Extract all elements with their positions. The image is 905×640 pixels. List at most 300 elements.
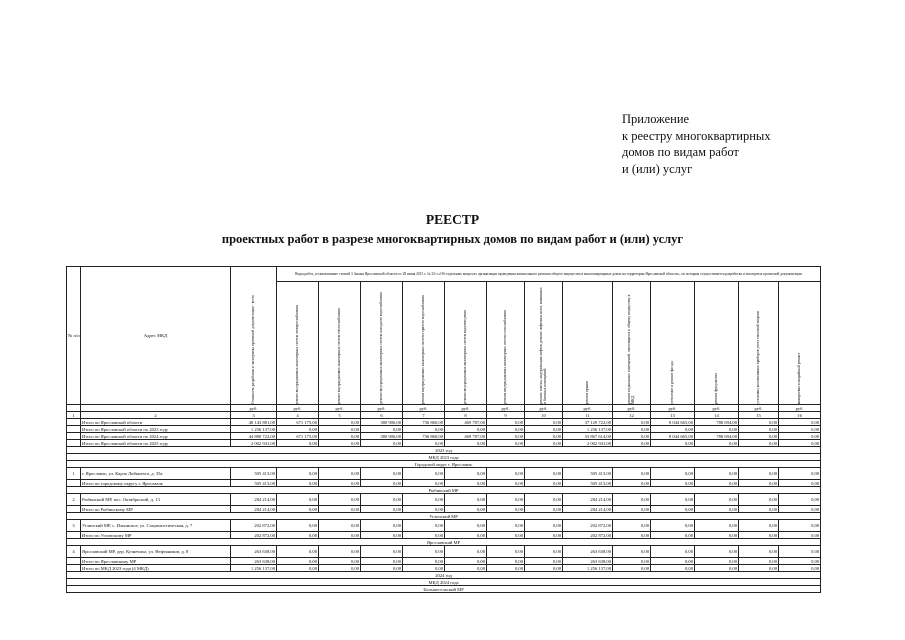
row-number — [67, 419, 81, 426]
row-value: 0,00 — [277, 532, 319, 539]
column-number-cell: 4 — [277, 412, 319, 419]
section-title: МКД 2024 года — [67, 579, 821, 586]
row-value: 0,00 — [319, 565, 361, 572]
row-value: 202 872,00 — [563, 520, 613, 532]
row-value: 0,00 — [403, 532, 445, 539]
table-row — [67, 520, 821, 532]
row-value: 0,00 — [525, 480, 563, 487]
header-work-type-label: ремонт внутридомовых инженерных систем горячего водоснабжения — [421, 294, 426, 404]
row-value: 0,00 — [779, 494, 821, 506]
row-value: 0,00 — [277, 565, 319, 572]
row-value: 0,00 — [651, 532, 695, 539]
row-address: г. Ярославль, ул. Карла Либкнехта, д. 35а — [81, 468, 231, 480]
row-value: 0,00 — [319, 433, 361, 440]
row-value: 284 214,00 — [231, 494, 277, 506]
row-value: 263 638,00 — [231, 558, 277, 565]
header-work-type — [277, 282, 319, 405]
row-value: 0,00 — [487, 506, 525, 513]
row-value: 263 638,00 — [563, 558, 613, 565]
row-value: 263 638,00 — [231, 546, 277, 558]
row-number — [67, 433, 81, 440]
row-value: 263 638,00 — [563, 546, 613, 558]
header-work-type-label: утепление и ремонт фасада — [670, 361, 675, 404]
row-value: 0,00 — [525, 532, 563, 539]
row-value: 505 413,00 — [231, 468, 277, 480]
registry-table — [66, 266, 821, 593]
row-number: 4 — [67, 546, 81, 558]
row-value: 0,00 — [739, 506, 779, 513]
section-row — [67, 579, 821, 586]
row-value: 0,00 — [361, 546, 403, 558]
header-work-type — [651, 282, 695, 405]
unit-cell: руб. — [695, 405, 739, 412]
header-work-type — [403, 282, 445, 405]
row-value: 0,00 — [525, 440, 563, 447]
row-number — [67, 558, 81, 565]
section-row — [67, 572, 821, 579]
row-value: 0,00 — [487, 440, 525, 447]
row-value: 0,00 — [651, 494, 695, 506]
column-number-cell: 7 — [403, 412, 445, 419]
row-value: 0,00 — [487, 565, 525, 572]
row-value: 788 694,00 — [695, 419, 739, 426]
row-value: 0,00 — [277, 546, 319, 558]
row-value: 0,00 — [403, 546, 445, 558]
row-value: 0,00 — [361, 480, 403, 487]
row-value: 0,00 — [779, 506, 821, 513]
column-number-cell: 8 — [445, 412, 487, 419]
section-row — [67, 461, 821, 468]
unit-cell: руб. — [779, 405, 821, 412]
table-row — [67, 468, 821, 480]
header-work-type — [613, 282, 651, 405]
row-value: 0,00 — [651, 468, 695, 480]
column-number-cell: 16 — [779, 412, 821, 419]
row-value: 505 413,00 — [231, 480, 277, 487]
row-value: 0,00 — [695, 520, 739, 532]
row-value: 505 413,00 — [563, 480, 613, 487]
row-value: 0,00 — [613, 558, 651, 565]
section-row — [67, 447, 821, 454]
header-work-type — [445, 282, 487, 405]
row-address: Рыбинский МР, пос. Октябрьский, д. 13 — [81, 494, 231, 506]
table-row — [67, 426, 821, 433]
row-value: 0,00 — [613, 532, 651, 539]
row-value: 0,00 — [651, 440, 695, 447]
row-value: 0,00 — [613, 520, 651, 532]
row-value: 0,00 — [695, 426, 739, 433]
table-row — [67, 494, 821, 506]
row-value: 0,00 — [277, 558, 319, 565]
row-value: 8 044 665,00 — [651, 419, 695, 426]
row-value: 0,00 — [739, 419, 779, 426]
row-value: 0,00 — [403, 480, 445, 487]
row-value: 0,00 — [361, 506, 403, 513]
header-work-type — [487, 282, 525, 405]
row-value: 0,00 — [525, 494, 563, 506]
header-work-type-label: ремонт внутридомовых инженерных систем теплоснабжения — [337, 307, 342, 404]
row-value: 0,00 — [319, 506, 361, 513]
row-value: 0,00 — [613, 546, 651, 558]
section-title: 2023 год — [67, 447, 821, 454]
row-value: 284 214,00 — [563, 506, 613, 513]
row-value: 0,00 — [403, 506, 445, 513]
row-value: 0,00 — [651, 480, 695, 487]
row-value: 736 860,00 — [403, 419, 445, 426]
row-value: 0,00 — [319, 546, 361, 558]
header-work-type-label: установка коллективных приборов учета тепловой энергии — [756, 311, 761, 404]
header-total-cost-label: Стоимость разработки и экспертизы проектной документации - всего — [251, 294, 256, 404]
column-number-cell: 11 — [563, 412, 613, 419]
row-value: 0,00 — [779, 426, 821, 433]
row-number — [67, 565, 81, 572]
row-value: 0,00 — [613, 506, 651, 513]
row-value: 0,00 — [319, 532, 361, 539]
unit-cell: руб. — [651, 405, 695, 412]
row-value: 0,00 — [445, 532, 487, 539]
row-value: 0,00 — [445, 440, 487, 447]
section-row — [67, 454, 821, 461]
row-value: 0,00 — [651, 565, 695, 572]
table-row — [67, 433, 821, 440]
row-number — [67, 480, 81, 487]
row-address: Итого по Ярославской области по 2025 году — [81, 440, 231, 447]
column-number-cell: 6 — [361, 412, 403, 419]
row-address: Итого по Ярославской области по 2024 году — [81, 433, 231, 440]
row-value: 202 872,00 — [563, 532, 613, 539]
row-value: 0,00 — [361, 426, 403, 433]
header-work-type-label: ремонт внутридомовых инженерных систем водоотведения — [463, 310, 468, 404]
row-value: 0,00 — [487, 419, 525, 426]
section-row — [67, 487, 821, 494]
row-value: 0,00 — [779, 440, 821, 447]
row-value: 0,00 — [487, 546, 525, 558]
row-value: 0,00 — [277, 520, 319, 532]
row-value: 0,00 — [779, 532, 821, 539]
row-value: 0,00 — [739, 426, 779, 433]
row-value: 0,00 — [277, 426, 319, 433]
appendix-note — [622, 111, 862, 177]
row-value: 48 143 881,00 — [231, 419, 277, 426]
row-value: 0,00 — [613, 419, 651, 426]
row-value: 671 175,00 — [277, 419, 319, 426]
row-value: 0,00 — [525, 558, 563, 565]
unit-cell: руб. — [487, 405, 525, 412]
row-value: 0,00 — [361, 440, 403, 447]
row-value: 0,00 — [613, 468, 651, 480]
row-value: 0,00 — [525, 546, 563, 558]
row-value: 2 002 941,00 — [563, 440, 613, 447]
row-address: Итого по Ярославской области — [81, 419, 231, 426]
unit-cell: руб. — [613, 405, 651, 412]
row-value: 202 872,00 — [231, 520, 277, 532]
header-work-type-label: выкорчевка и аварийный ремонт — [797, 352, 802, 404]
row-value: 0,00 — [779, 565, 821, 572]
row-value: 380 906,00 — [361, 433, 403, 440]
row-value: 0,00 — [739, 433, 779, 440]
row-value: 0,00 — [487, 558, 525, 565]
table-row — [67, 506, 821, 513]
row-value: 0,00 — [445, 520, 487, 532]
row-value: 0,00 — [277, 494, 319, 506]
row-value: 0,00 — [695, 558, 739, 565]
row-value: 0,00 — [403, 494, 445, 506]
row-address: Итого по Рыбинскому МР — [81, 506, 231, 513]
row-value: 0,00 — [695, 480, 739, 487]
row-value: 0,00 — [779, 433, 821, 440]
section-title: МКД 2023 года — [67, 454, 821, 461]
row-value: 0,00 — [525, 419, 563, 426]
section-title: Угличский МР — [67, 513, 821, 520]
table-row — [67, 419, 821, 426]
section-title: Большесельский МР — [67, 586, 821, 593]
header-work-type — [779, 282, 821, 405]
row-value: 0,00 — [525, 433, 563, 440]
row-value: 0,00 — [739, 565, 779, 572]
row-value: 0,00 — [445, 480, 487, 487]
row-value: 0,00 — [277, 468, 319, 480]
row-value: 0,00 — [525, 506, 563, 513]
header-work-types-note: Виды работ, установленные статьей 3 Закона Ярославской области от 28 июня 2013 г. № 32-з «Об отдельных вопросах организации проведения капитального ремонта общего имущества в многоквартирных домах на территории Ярославской области», по которым осуществляется разработка и экспертиза проектной документации — [277, 267, 821, 282]
row-value: 0,00 — [361, 494, 403, 506]
row-value: 0,00 — [319, 440, 361, 447]
row-value: 0,00 — [319, 480, 361, 487]
row-address: Ярославский МР, дер. Кузнечиха, ул. Нефтяников, д. 8 — [81, 546, 231, 558]
unit-cell — [67, 405, 81, 412]
row-address: Итого по Ярославскому МР — [81, 558, 231, 565]
row-value: 0,00 — [487, 468, 525, 480]
row-value: 0,00 — [779, 558, 821, 565]
column-number-cell: 14 — [695, 412, 739, 419]
row-value: 380 906,00 — [361, 419, 403, 426]
row-value: 0,00 — [739, 468, 779, 480]
column-number-cell: 12 — [613, 412, 651, 419]
header-address: Адрес МКД — [81, 267, 231, 405]
row-value: 0,00 — [525, 565, 563, 572]
row-value: 0,00 — [695, 440, 739, 447]
row-value: 788 694,00 — [695, 433, 739, 440]
row-value: 505 413,00 — [563, 468, 613, 480]
row-value: 0,00 — [277, 480, 319, 487]
row-value: 0,00 — [525, 426, 563, 433]
document-title: РЕЕСТР — [425, 212, 480, 227]
header-num: № п/п — [67, 267, 81, 405]
section-row — [67, 513, 821, 520]
row-value: 0,00 — [403, 565, 445, 572]
section-row — [67, 586, 821, 593]
table-row — [67, 565, 821, 572]
row-value: 1 256 137,00 — [231, 565, 277, 572]
row-value: 0,00 — [739, 532, 779, 539]
row-value: 0,00 — [651, 520, 695, 532]
table-row — [67, 440, 821, 447]
header-work-type — [695, 282, 739, 405]
row-value: 0,00 — [525, 520, 563, 532]
row-value: 202 872,00 — [231, 532, 277, 539]
row-address: Итого по Ярославской области по 2023 году — [81, 426, 231, 433]
header-work-type-label: ремонт внутридомовых инженерных систем холодного водоснабжения — [379, 292, 384, 404]
row-value: 0,00 — [651, 546, 695, 558]
row-value: 0,00 — [779, 468, 821, 480]
header-work-type — [563, 282, 613, 405]
row-address: Итого по МКД 2023 года (4 МКД) — [81, 565, 231, 572]
row-value: 1 256 137,00 — [563, 565, 613, 572]
row-value: 0,00 — [695, 532, 739, 539]
column-number-cell: 1 — [67, 412, 81, 419]
column-number-cell: 3 — [231, 412, 277, 419]
row-value: 0,00 — [695, 565, 739, 572]
row-value: 0,00 — [651, 558, 695, 565]
column-number-cell: 13 — [651, 412, 695, 419]
row-value: 0,00 — [445, 546, 487, 558]
row-value: 0,00 — [651, 426, 695, 433]
row-value: 0,00 — [319, 468, 361, 480]
row-value: 0,00 — [445, 558, 487, 565]
units-row — [67, 405, 821, 412]
unit-cell — [81, 405, 231, 412]
row-value: 0,00 — [779, 546, 821, 558]
unit-cell: руб. — [525, 405, 563, 412]
row-value: 0,00 — [403, 440, 445, 447]
row-value: 0,00 — [319, 419, 361, 426]
row-number: 3 — [67, 520, 81, 532]
row-value: 0,00 — [695, 546, 739, 558]
row-value: 0,00 — [651, 506, 695, 513]
row-address: Угличский МР, с. Ильинское, ул. Социалистическая, д. 7 — [81, 520, 231, 532]
row-value: 0,00 — [445, 565, 487, 572]
row-value: 2 002 941,00 — [231, 440, 277, 447]
header-work-type — [739, 282, 779, 405]
row-value: 0,00 — [361, 532, 403, 539]
row-value: 0,00 — [361, 520, 403, 532]
unit-cell: руб. — [361, 405, 403, 412]
column-number-cell: 10 — [525, 412, 563, 419]
row-value: 0,00 — [739, 440, 779, 447]
row-value: 0,00 — [445, 494, 487, 506]
header-work-type — [525, 282, 563, 405]
section-title: Ярославский МР — [67, 539, 821, 546]
row-value: 0,00 — [739, 494, 779, 506]
row-value: 0,00 — [487, 520, 525, 532]
column-number-cell: 9 — [487, 412, 525, 419]
unit-cell: руб. — [445, 405, 487, 412]
unit-cell: руб. — [231, 405, 277, 412]
section-title: Городской округ г. Ярославль — [67, 461, 821, 468]
row-value: 0,00 — [613, 565, 651, 572]
table-row — [67, 532, 821, 539]
row-value: 0,00 — [361, 558, 403, 565]
unit-cell: руб. — [403, 405, 445, 412]
row-value: 0,00 — [403, 558, 445, 565]
row-value: 0,00 — [525, 468, 563, 480]
unit-cell: руб. — [563, 405, 613, 412]
row-value: 0,00 — [445, 506, 487, 513]
row-value: 0,00 — [445, 426, 487, 433]
section-row — [67, 539, 821, 546]
row-value: 37 129 722,00 — [563, 419, 613, 426]
row-value: 0,00 — [739, 558, 779, 565]
header-work-type-label: ремонт, замена, модернизация лифтов, ремонт лифтовых шахт, машинных и блочных помещений — [539, 287, 548, 404]
row-value: 0,00 — [613, 480, 651, 487]
row-value: 0,00 — [695, 506, 739, 513]
row-value: 0,00 — [277, 440, 319, 447]
appendix-line: Приложение — [622, 112, 690, 126]
row-value: 0,00 — [319, 494, 361, 506]
row-value: 284 214,00 — [563, 494, 613, 506]
row-number — [67, 506, 81, 513]
row-value: 0,00 — [361, 468, 403, 480]
table-row — [67, 558, 821, 565]
row-value: 0,00 — [779, 419, 821, 426]
row-value: 44 880 722,00 — [231, 433, 277, 440]
row-value: 0,00 — [445, 468, 487, 480]
unit-cell: руб. — [319, 405, 361, 412]
section-title: Рыбинский МР — [67, 487, 821, 494]
column-number-cell: 15 — [739, 412, 779, 419]
header-work-type-label: ремонт фундамента — [714, 372, 719, 404]
header-work-type-label: ремонт внутридомовых инженерных систем электроснабжения — [295, 304, 300, 404]
row-value: 671 175,00 — [277, 433, 319, 440]
row-value: 0,00 — [487, 532, 525, 539]
row-value: 469 787,00 — [445, 419, 487, 426]
row-value: 0,00 — [613, 494, 651, 506]
row-address: Итого по городскому округу г. Ярославль — [81, 480, 231, 487]
row-value: 0,00 — [779, 520, 821, 532]
column-numbers-row — [67, 412, 821, 419]
row-value: 0,00 — [319, 426, 361, 433]
row-value: 0,00 — [613, 426, 651, 433]
row-number — [67, 532, 81, 539]
table-row — [67, 480, 821, 487]
registry-body — [67, 419, 821, 593]
row-number — [67, 426, 81, 433]
row-value: 736 860,00 — [403, 433, 445, 440]
unit-cell: руб. — [277, 405, 319, 412]
row-value: 0,00 — [613, 440, 651, 447]
header-work-type — [361, 282, 403, 405]
row-value: 0,00 — [695, 468, 739, 480]
row-value: 469 787,00 — [445, 433, 487, 440]
column-number-cell: 5 — [319, 412, 361, 419]
row-value: 0,00 — [739, 546, 779, 558]
row-number: 1 — [67, 468, 81, 480]
row-value: 8 044 665,00 — [651, 433, 695, 440]
header-total-cost — [231, 267, 277, 405]
header-work-type-label: ремонт подвальных помещений, относящихся к общему имуществу в МКД — [627, 294, 636, 404]
row-value: 0,00 — [695, 494, 739, 506]
header-work-type — [319, 282, 361, 405]
row-value: 0,00 — [487, 433, 525, 440]
column-number-cell: 2 — [81, 412, 231, 419]
row-value: 0,00 — [487, 494, 525, 506]
header-work-type-label: ремонт крыши — [585, 380, 590, 404]
row-address: Итого по Угличскому МР — [81, 532, 231, 539]
section-title: 2024 год — [67, 572, 821, 579]
row-value: 0,00 — [779, 480, 821, 487]
appendix-line: и (или) услуг — [622, 161, 693, 176]
row-value: 0,00 — [319, 558, 361, 565]
row-value: 0,00 — [403, 426, 445, 433]
row-value: 0,00 — [277, 506, 319, 513]
row-value: 0,00 — [487, 426, 525, 433]
row-value: 0,00 — [319, 520, 361, 532]
unit-cell: руб. — [739, 405, 779, 412]
row-value: 0,00 — [403, 468, 445, 480]
document-subtitle: проектных работ в разрезе многоквартирных домов по видам работ и (или) услуг — [221, 232, 684, 246]
header-work-type-label: ремонт внутридомовых инженерных систем газоснабжения — [503, 310, 508, 404]
row-value: 0,00 — [613, 433, 651, 440]
row-value: 33 867 614,00 — [563, 433, 613, 440]
